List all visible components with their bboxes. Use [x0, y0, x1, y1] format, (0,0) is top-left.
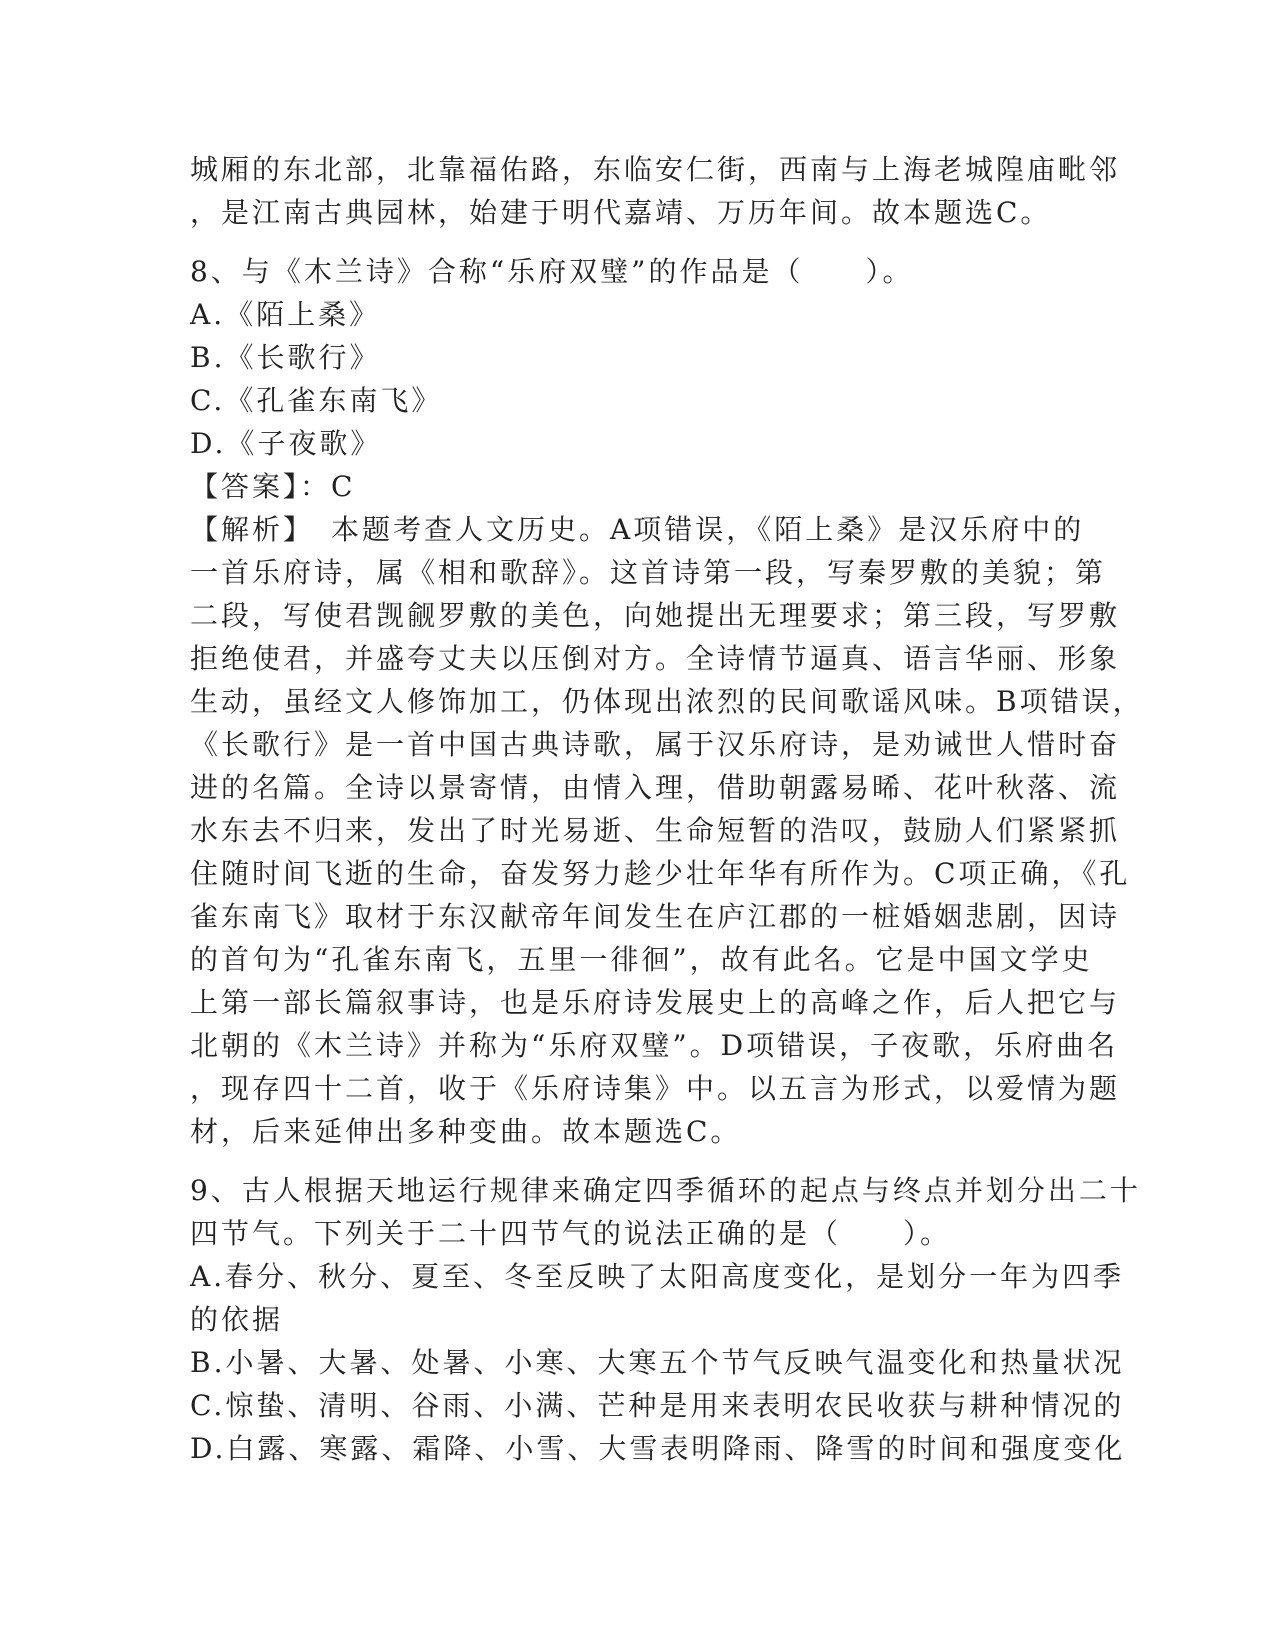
- option-a: A.《陌上桑》: [190, 298, 381, 331]
- question-9: [190, 1169, 1141, 1470]
- question-8: [190, 250, 1144, 1153]
- explanation-line: ，现存四十二首，收于《乐府诗集》中。以五言为形式，以爱情为题: [190, 1072, 1121, 1105]
- option-d: D.白露、寒露、霜降、小雪、大雪表明降雨、降雪的时间和强度变化: [190, 1432, 1126, 1465]
- explanation-line: 水东去不归来，发出了时光易逝、生命短暂的浩叹，鼓励人们紧紧抓: [190, 814, 1121, 847]
- option-c: C.惊蛰、清明、谷雨、小满、芒种是用来表明农民收获与耕种情况的: [190, 1389, 1125, 1422]
- explanation: [190, 508, 1144, 1153]
- question-stem: 8、与《木兰诗》合称“乐府双璧”的作品是（ ）。: [190, 255, 914, 288]
- explanation-line: 二段，写使君觊觎罗敷的美色，向她提出无理要求；第三段，写罗敷: [190, 599, 1121, 632]
- option-b: B.小暑、大暑、处暑、小寒、大寒五个节气反映气温变化和热量状况: [190, 1346, 1125, 1379]
- explanation-line: 住随时间飞逝的生命，奋发努力趁少壮年华有所作为。C项正确，《孔: [190, 857, 1131, 890]
- explanation-line: 上第一部长篇叙事诗，也是乐府诗发展史上的高峰之作，后人把它与: [190, 986, 1121, 1019]
- explanation-line: 【解析】 本题考查人文历史。A项错误，《陌上桑》是汉乐府中的: [190, 513, 1085, 546]
- option-b: B.《长歌行》: [190, 341, 381, 374]
- explanation-line: 的首句为“孔雀东南飞，五里一徘徊”，故有此名。它是中国文学史: [190, 943, 1093, 976]
- option-a-continued: 的依据: [190, 1303, 284, 1336]
- explanation-line: 一首乐府诗，属《相和歌辞》。这首诗第一段，写秦罗敷的美貌；第: [190, 556, 1107, 589]
- answer-line: 【答案】：C: [190, 470, 356, 503]
- explanation-line: 进的名篇。全诗以景寄情，由情入理，借助朝露易晞、花叶秋落、流: [190, 771, 1121, 804]
- text-line: 城厢的东北部，北靠福佑路，东临安仁街，西南与上海老城隍庙毗邻: [190, 153, 1121, 186]
- explanation-line: 生动，虽经文人修饰加工，仍体现出浓烈的民间歌谣风味。B项错误，: [190, 685, 1144, 718]
- explanation-line: 拒绝使君，并盛夸丈夫以压倒对方。全诗情节逼真、语言华丽、形象: [190, 642, 1121, 675]
- explanation-line: 雀东南飞》取材于东汉献帝年间发生在庐江郡的一桩婚姻悲剧，因诗: [190, 900, 1121, 933]
- option-c: C.《孔雀东南飞》: [190, 384, 443, 417]
- question-stem: 9、古人根据天地运行规律来确定四季循环的起点与终点并划分出二十: [190, 1174, 1141, 1207]
- previous-explanation-tail: [190, 148, 1121, 234]
- text-line: ，是江南古典园林，始建于明代嘉靖、万历年间。故本题选C。: [190, 196, 1052, 229]
- explanation-line: 材，后来延伸出多种变曲。故本题选C。: [190, 1115, 742, 1148]
- explanation-line: 《长歌行》是一首中国古典诗歌，属于汉乐府诗，是劝诫世人惜时奋: [190, 728, 1121, 761]
- document-page: [190, 148, 1144, 1470]
- question-stem: 四节气。下列关于二十四节气的说法正确的是（ ）。: [190, 1217, 952, 1250]
- explanation-line: 北朝的《木兰诗》并称为“乐府双璧”。D项错误，子夜歌，乐府曲名: [190, 1029, 1119, 1062]
- option-a: A.春分、秋分、夏至、冬至反映了太阳高度变化，是划分一年为四季: [190, 1260, 1125, 1293]
- option-d: D.《子夜歌》: [190, 427, 382, 460]
